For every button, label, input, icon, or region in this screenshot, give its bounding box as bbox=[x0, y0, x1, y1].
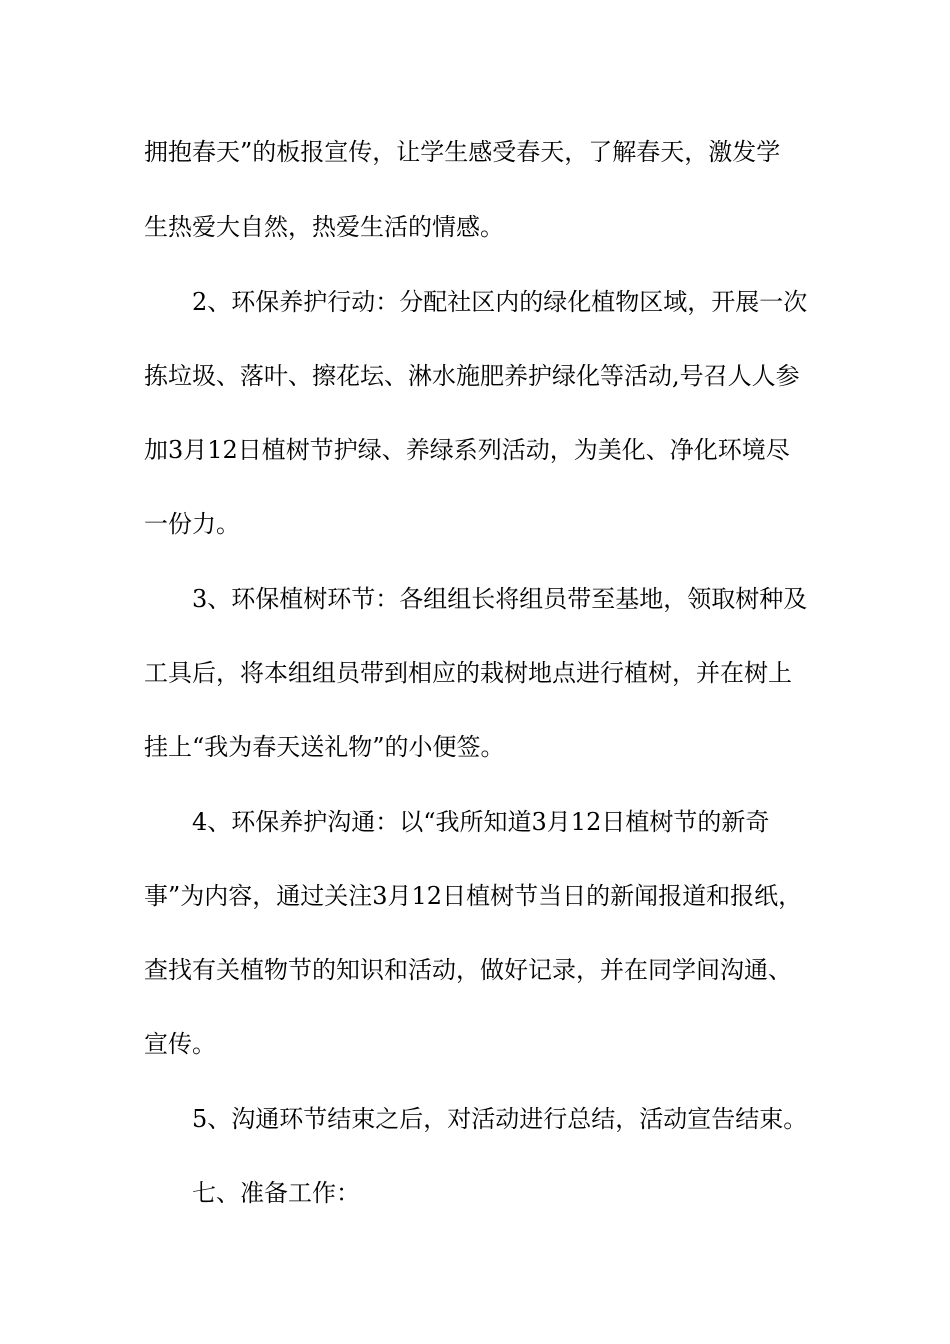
text-line: 生热爱大自然，热爱生活的情感。 bbox=[144, 213, 504, 241]
text-line: 5、沟通环节结束之后，对活动进行总结，活动宣告结束。 bbox=[192, 1105, 808, 1133]
text-line: 4、环保养护沟通：以“我所知道3月12日植树节的新奇 bbox=[192, 808, 770, 836]
text-line: 查找有关植物节的知识和活动，做好记录，并在同学间沟通、 bbox=[144, 956, 792, 984]
text-line: 工具后，将本组组员带到相应的栽树地点进行植树，并在树上 bbox=[144, 659, 792, 687]
text-line: 拥抱春天”的板报宣传，让学生感受春天，了解春天，激发学 bbox=[144, 138, 781, 166]
text-line: 拣垃圾、落叶、擦花坛、淋水施肥养护绿化等活动,号召人人参 bbox=[144, 362, 800, 390]
text-line: 3、环保植树环节：各组组长将组员带至基地，领取树种及 bbox=[192, 585, 808, 613]
text-line: 挂上“我为春天送礼物”的小便签。 bbox=[144, 733, 505, 761]
text-line: 宣传。 bbox=[144, 1030, 216, 1058]
section-heading: 七、准备工作： bbox=[192, 1179, 360, 1207]
text-line: 事”为内容，通过关注3月12日植树节当日的新闻报道和报纸， bbox=[144, 882, 803, 910]
text-line: 一份力。 bbox=[144, 510, 240, 538]
text-line: 加3月12日植树节护绿、养绿系列活动，为美化、净化环境尽 bbox=[144, 436, 790, 464]
text-line: 2、环保养护行动：分配社区内的绿化植物区域，开展一次 bbox=[192, 288, 808, 316]
